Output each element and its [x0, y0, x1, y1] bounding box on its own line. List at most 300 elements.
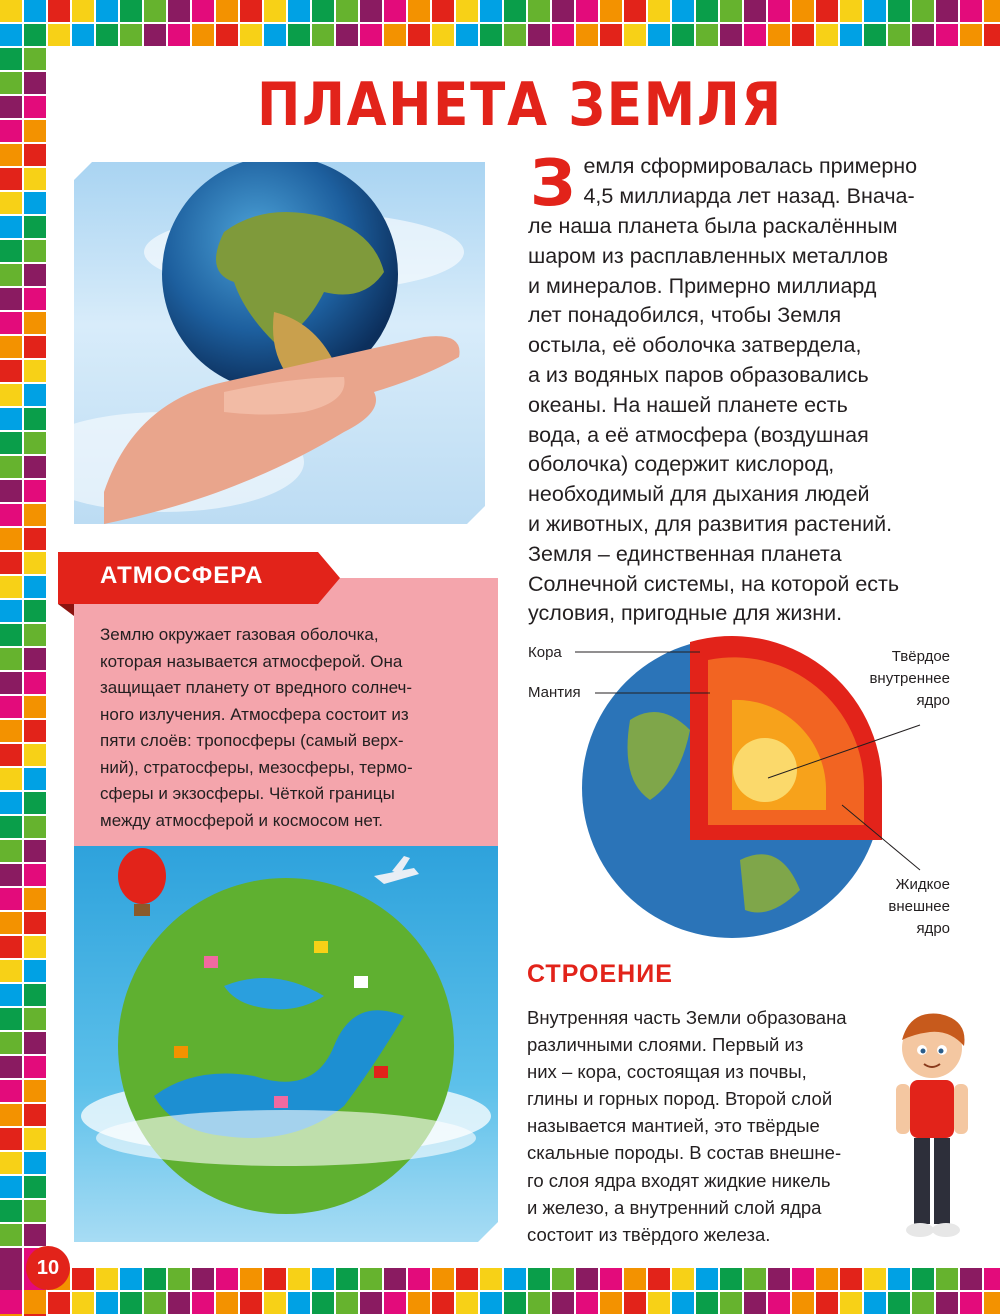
label-inner-core-line: ядро [916, 692, 950, 709]
mosaic-tile [672, 1268, 694, 1290]
mosaic-tile [0, 216, 22, 238]
mosaic-tile [24, 264, 46, 286]
mosaic-tile [0, 936, 22, 958]
intro-line: емля сформировалась примерно [583, 154, 918, 178]
structure-line: называется мантией, это твёрдые [527, 1115, 820, 1137]
mosaic-tile [480, 24, 502, 46]
structure-line: них – кора, состоящая из почвы, [527, 1061, 807, 1083]
intro-line: Земля – единственная планета [528, 541, 842, 566]
mosaic-tile [0, 672, 22, 694]
mosaic-tile [0, 1200, 22, 1222]
mosaic-tile [408, 0, 430, 22]
mosaic-tile [0, 48, 22, 70]
mosaic-tile [0, 792, 22, 814]
mosaic-tile [744, 24, 766, 46]
mosaic-tile [720, 1268, 742, 1290]
mosaic-tile [0, 696, 22, 718]
mosaic-tile [648, 1268, 670, 1290]
mosaic-tile [24, 1176, 46, 1198]
mosaic-tile [24, 216, 46, 238]
mosaic-tile [0, 240, 22, 262]
mosaic-tile [432, 0, 454, 22]
mosaic-tile [288, 1268, 310, 1290]
mosaic-border-top [0, 0, 1000, 48]
mosaic-tile [0, 816, 22, 838]
mosaic-tile [0, 264, 22, 286]
mosaic-tile [288, 24, 310, 46]
mosaic-tile [0, 1268, 22, 1290]
mosaic-tile [0, 552, 22, 574]
earth-cross-section-diagram [520, 630, 980, 950]
mosaic-tile [408, 1268, 430, 1290]
mosaic-tile [24, 480, 46, 502]
mosaic-tile [576, 24, 598, 46]
mosaic-tile [432, 1292, 454, 1314]
intro-line: вода, а её атмосфера (воздушная [528, 422, 869, 447]
mosaic-tile [0, 360, 22, 382]
mosaic-tile [864, 1268, 886, 1290]
mosaic-tile [552, 24, 574, 46]
mosaic-tile [48, 0, 70, 22]
mosaic-tile [312, 24, 334, 46]
mosaic-tile [144, 1292, 166, 1314]
mosaic-tile [24, 1104, 46, 1126]
mosaic-tile [624, 0, 646, 22]
mosaic-tile [840, 24, 862, 46]
mosaic-tile [0, 1128, 22, 1150]
mosaic-tile [0, 768, 22, 790]
mosaic-tile [72, 0, 94, 22]
mosaic-tile [0, 24, 22, 46]
mosaic-tile [816, 24, 838, 46]
mosaic-tile [888, 1292, 910, 1314]
mosaic-tile [24, 240, 46, 262]
mosaic-tile [576, 0, 598, 22]
mosaic-tile [984, 24, 1000, 46]
mosaic-tile [24, 696, 46, 718]
mosaic-tile [264, 0, 286, 22]
mosaic-tile [24, 624, 46, 646]
mosaic-tile [552, 1292, 574, 1314]
mosaic-tile [312, 1268, 334, 1290]
mosaic-tile [696, 24, 718, 46]
mosaic-tile [0, 720, 22, 742]
mosaic-tile [816, 1268, 838, 1290]
mosaic-tile [120, 1268, 142, 1290]
mosaic-tile [0, 432, 22, 454]
structure-line: различными слоями. Первый из [527, 1034, 804, 1056]
mosaic-tile [792, 1268, 814, 1290]
mosaic-tile [504, 1292, 526, 1314]
intro-line: оболочка) содержит кислород, [528, 452, 835, 477]
mosaic-tile [600, 1292, 622, 1314]
mosaic-tile [792, 0, 814, 22]
mosaic-tile [0, 576, 22, 598]
mosaic-tile [0, 864, 22, 886]
label-outer-core-line: ядро [916, 920, 950, 937]
mosaic-tile [360, 1292, 382, 1314]
mosaic-tile [384, 1292, 406, 1314]
mosaic-tile [24, 864, 46, 886]
mosaic-tile [24, 120, 46, 142]
atmosphere-line: ний), стратосферы, мезосферы, термо- [100, 757, 413, 777]
mosaic-tile [504, 0, 526, 22]
structure-line: глины и горных пород. Второй слой [527, 1088, 833, 1110]
mosaic-tile [0, 912, 22, 934]
mosaic-tile [744, 0, 766, 22]
atmosphere-paragraph [100, 622, 480, 834]
mosaic-tile [168, 1292, 190, 1314]
mosaic-tile [24, 984, 46, 1006]
mosaic-tile [840, 1292, 862, 1314]
mosaic-tile [960, 1268, 982, 1290]
mosaic-tile [984, 1292, 1000, 1314]
intro-paragraph [528, 147, 968, 629]
atmosphere-line: пяти слоёв: тропосферы (самый верх- [100, 731, 404, 750]
mosaic-tile [0, 600, 22, 622]
mosaic-tile [0, 840, 22, 862]
mosaic-tile [0, 72, 22, 94]
mosaic-tile [24, 168, 46, 190]
intro-line: а из водяных паров образовались [528, 362, 869, 387]
atmosphere-line: защищает планету от вредного солнеч- [100, 678, 413, 697]
mosaic-tile [144, 1268, 166, 1290]
mosaic-tile [24, 432, 46, 454]
mosaic-tile [432, 1268, 454, 1290]
mosaic-tile [888, 0, 910, 22]
mosaic-tile [216, 24, 238, 46]
mosaic-tile [168, 0, 190, 22]
mosaic-tile [600, 0, 622, 22]
mosaic-tile [24, 336, 46, 358]
mosaic-tile [24, 72, 46, 94]
page-number: 10 [26, 1246, 70, 1290]
mosaic-tile [624, 24, 646, 46]
structure-line: состоит из твёрдого железа. [527, 1223, 771, 1245]
mosaic-tile [24, 744, 46, 766]
mosaic-tile [888, 1268, 910, 1290]
mosaic-tile [72, 24, 94, 46]
cartoon-boy-illustration [880, 1010, 980, 1250]
mosaic-tile [0, 1008, 22, 1030]
mosaic-tile [528, 1268, 550, 1290]
mosaic-tile [336, 24, 358, 46]
intro-line: и животных, для развития растений. [528, 511, 893, 536]
mosaic-tile [600, 24, 622, 46]
mosaic-tile [816, 1292, 838, 1314]
mosaic-tile [960, 1292, 982, 1314]
mosaic-tile [240, 1268, 262, 1290]
mosaic-tile [240, 0, 262, 22]
intro-line: 4,5 миллиарда лет назад. Внача- [583, 183, 915, 208]
atmosphere-heading: АТМОСФЕРА [100, 562, 264, 589]
mosaic-tile [768, 24, 790, 46]
mosaic-tile [24, 288, 46, 310]
mosaic-tile [0, 480, 22, 502]
mosaic-tile [912, 1268, 934, 1290]
mosaic-tile [24, 144, 46, 166]
mosaic-tile [24, 528, 46, 550]
mosaic-tile [24, 408, 46, 430]
mosaic-tile [96, 1292, 118, 1314]
mosaic-tile [288, 1292, 310, 1314]
mosaic-tile [0, 0, 22, 22]
intro-line: необходимый для дыхания людей [528, 482, 870, 507]
mosaic-tile [576, 1268, 598, 1290]
mosaic-tile [384, 24, 406, 46]
label-inner-core-line: Твёрдое [891, 648, 950, 665]
mosaic-tile [648, 24, 670, 46]
mosaic-tile [216, 0, 238, 22]
mosaic-tile [264, 24, 286, 46]
mosaic-tile [24, 1032, 46, 1054]
mosaic-tile [384, 1268, 406, 1290]
mosaic-tile [192, 24, 214, 46]
mosaic-tile [768, 1268, 790, 1290]
mosaic-tile [0, 1176, 22, 1198]
mosaic-tile [720, 0, 742, 22]
mosaic-tile [96, 24, 118, 46]
intro-line: океаны. На нашей планете есть [528, 392, 848, 417]
mosaic-tile [480, 0, 502, 22]
page-title: ПЛАНЕТА ЗЕМЛЯ [257, 70, 783, 140]
mosaic-tile [24, 576, 46, 598]
mosaic-tile [768, 0, 790, 22]
mosaic-tile [504, 24, 526, 46]
mosaic-tile [0, 192, 22, 214]
mosaic-tile [48, 1292, 70, 1314]
label-outer-core-line: Жидкое [895, 876, 950, 893]
mosaic-tile [24, 600, 46, 622]
mosaic-tile [120, 1292, 142, 1314]
mosaic-tile [0, 648, 22, 670]
mosaic-tile [0, 984, 22, 1006]
mosaic-tile [840, 1268, 862, 1290]
mosaic-tile [552, 0, 574, 22]
mosaic-tile [0, 888, 22, 910]
mosaic-tile [960, 24, 982, 46]
mosaic-tile [24, 384, 46, 406]
atmosphere-line: между атмосферой и космосом нет. [100, 810, 383, 830]
mosaic-tile [24, 912, 46, 934]
mosaic-tile [24, 888, 46, 910]
intro-line: ле наша планета была раскалённым [528, 214, 898, 238]
mosaic-tile [0, 1032, 22, 1054]
mosaic-tile [792, 24, 814, 46]
mosaic-tile [864, 24, 886, 46]
mosaic-tile [696, 1292, 718, 1314]
mosaic-tile [0, 144, 22, 166]
mosaic-tile [72, 1292, 94, 1314]
mosaic-tile [336, 0, 358, 22]
intro-line: Солнечной системы, на которой есть [528, 571, 900, 596]
mosaic-tile [456, 1292, 478, 1314]
intro-line: остыла, её оболочка затвердела, [528, 333, 862, 358]
mosaic-tile [216, 1292, 238, 1314]
mosaic-tile [696, 0, 718, 22]
mosaic-tile [336, 1292, 358, 1314]
mosaic-tile [864, 1292, 886, 1314]
mosaic-tile [408, 24, 430, 46]
mosaic-tile [120, 24, 142, 46]
mosaic-tile [936, 1292, 958, 1314]
mosaic-tile [504, 1268, 526, 1290]
mosaic-tile [624, 1268, 646, 1290]
mosaic-tile [360, 24, 382, 46]
mosaic-tile [24, 192, 46, 214]
mosaic-tile [840, 0, 862, 22]
mosaic-tile [24, 960, 46, 982]
mosaic-tile [912, 24, 934, 46]
mosaic-tile [672, 1292, 694, 1314]
mosaic-tile [984, 0, 1000, 22]
mosaic-tile [984, 1268, 1000, 1290]
atmosphere-line: сферы и экзосферы. Чёткой границы [100, 784, 395, 803]
label-crust: Кора [528, 644, 562, 661]
mosaic-tile [408, 1292, 430, 1314]
mosaic-border-bottom [0, 1268, 1000, 1316]
mosaic-tile [768, 1292, 790, 1314]
mosaic-tile [0, 96, 22, 118]
mosaic-tile [0, 168, 22, 190]
atmosphere-line: которая называется атмосферой. Она [100, 651, 403, 671]
mosaic-tile [24, 1056, 46, 1078]
mosaic-tile [24, 792, 46, 814]
mosaic-tile [24, 936, 46, 958]
mosaic-tile [648, 0, 670, 22]
mosaic-tile [816, 0, 838, 22]
mosaic-tile [744, 1268, 766, 1290]
mosaic-tile [912, 1292, 934, 1314]
mosaic-tile [120, 0, 142, 22]
mosaic-tile [0, 1224, 22, 1246]
mosaic-tile [24, 1152, 46, 1174]
mosaic-tile [360, 1268, 382, 1290]
mosaic-tile [24, 1200, 46, 1222]
intro-line: условия, пригодные для жизни. [528, 601, 843, 626]
label-outer-core [888, 874, 950, 940]
structure-paragraph [527, 1004, 897, 1248]
mosaic-tile [24, 48, 46, 70]
mosaic-tile [696, 1268, 718, 1290]
mosaic-tile [0, 1248, 22, 1270]
mosaic-tile [24, 312, 46, 334]
intro-line: шаром из расплавленных металлов [528, 243, 889, 268]
structure-line: скальные породы. В состав внешне- [527, 1142, 842, 1164]
mosaic-tile [0, 1292, 22, 1314]
mosaic-tile [0, 960, 22, 982]
mosaic-tile [0, 504, 22, 526]
mosaic-tile [264, 1268, 286, 1290]
mosaic-tile [192, 1268, 214, 1290]
mosaic-tile [0, 1152, 22, 1174]
atmosphere-line: ного излучения. Атмосфера состоит из [100, 704, 409, 724]
mosaic-tile [0, 1104, 22, 1126]
mosaic-tile [24, 24, 46, 46]
mosaic-tile [312, 0, 334, 22]
mosaic-tile [24, 0, 46, 22]
structure-line: Внутренняя часть Земли образована [527, 1007, 847, 1028]
mosaic-tile [144, 0, 166, 22]
mosaic-tile [24, 720, 46, 742]
mosaic-tile [192, 0, 214, 22]
mosaic-tile [24, 456, 46, 478]
mosaic-tile [960, 0, 982, 22]
mosaic-tile [360, 0, 382, 22]
mosaic-tile [192, 1292, 214, 1314]
structure-line: и железо, а внутренний слой ядра [527, 1196, 822, 1218]
mosaic-tile [0, 1056, 22, 1078]
label-mantle: Мантия [528, 684, 581, 701]
mosaic-tile [24, 1128, 46, 1150]
mosaic-tile [96, 1268, 118, 1290]
label-outer-core-line: внешнее [888, 898, 950, 915]
mosaic-tile [24, 672, 46, 694]
mosaic-tile [24, 552, 46, 574]
mosaic-tile [24, 360, 46, 382]
mosaic-tile [96, 0, 118, 22]
mosaic-tile [264, 1292, 286, 1314]
mosaic-tile [456, 24, 478, 46]
mosaic-tile [600, 1268, 622, 1290]
mosaic-tile [24, 648, 46, 670]
mosaic-tile [24, 1292, 46, 1314]
mosaic-tile [528, 0, 550, 22]
mosaic-tile [0, 336, 22, 358]
label-inner-core-line: внутреннее [869, 670, 950, 687]
mosaic-tile [720, 24, 742, 46]
mosaic-tile [24, 1008, 46, 1030]
mosaic-tile [336, 1268, 358, 1290]
mosaic-tile [624, 1292, 646, 1314]
earth-in-hand-photo [74, 162, 485, 524]
mosaic-tile [0, 624, 22, 646]
mosaic-tile [528, 1292, 550, 1314]
mosaic-tile [0, 312, 22, 334]
mosaic-tile [480, 1292, 502, 1314]
mosaic-tile [240, 24, 262, 46]
mosaic-tile [888, 24, 910, 46]
mosaic-tile [168, 24, 190, 46]
mosaic-tile [24, 1080, 46, 1102]
mosaic-tile [792, 1292, 814, 1314]
label-inner-core [869, 646, 950, 712]
mosaic-tile [0, 288, 22, 310]
mosaic-tile [744, 1292, 766, 1314]
mosaic-tile [720, 1292, 742, 1314]
mosaic-tile [552, 1268, 574, 1290]
mosaic-tile [0, 408, 22, 430]
mosaic-tile [672, 24, 694, 46]
mosaic-tile [0, 456, 22, 478]
mosaic-tile [0, 120, 22, 142]
mosaic-tile [144, 24, 166, 46]
intro-line: и минералов. Примерно миллиард [528, 273, 877, 298]
mosaic-tile [216, 1268, 238, 1290]
mosaic-tile [0, 1080, 22, 1102]
structure-heading: СТРОЕНИЕ [527, 960, 673, 988]
intro-line: лет понадобился, чтобы Земля [528, 303, 842, 328]
cartoon-globe-illustration [74, 846, 498, 1242]
mosaic-tile [456, 0, 478, 22]
mosaic-tile [936, 24, 958, 46]
mosaic-tile [0, 744, 22, 766]
mosaic-tile [672, 0, 694, 22]
mosaic-tile [240, 1292, 262, 1314]
mosaic-tile [528, 24, 550, 46]
mosaic-tile [24, 504, 46, 526]
atmosphere-line: Землю окружает газовая оболочка, [100, 625, 379, 644]
